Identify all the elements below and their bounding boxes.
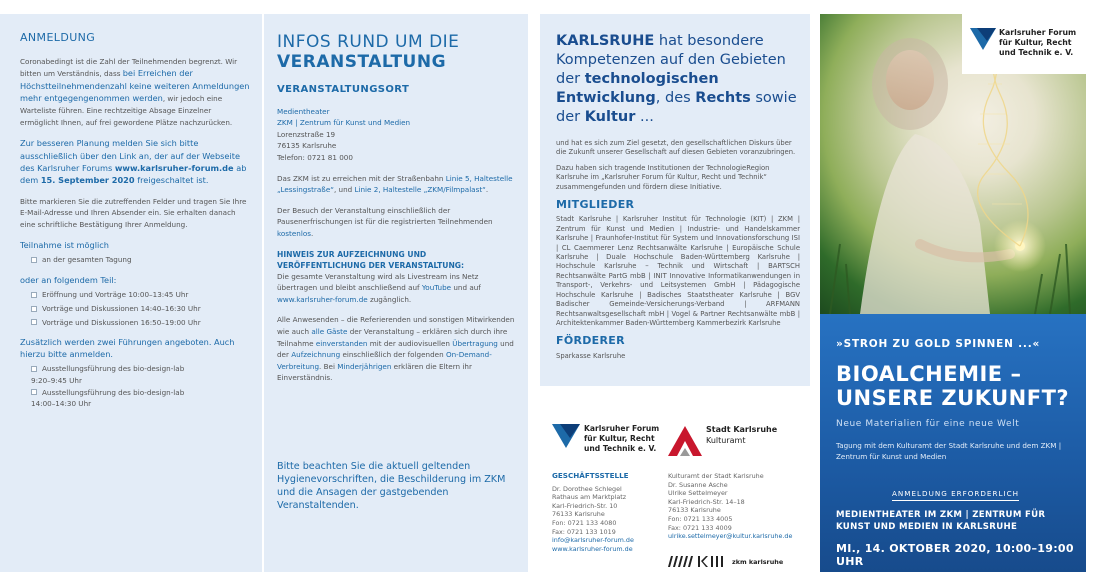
option-morning[interactable]: Eröffnung und Vorträge 10:00–13:45 Uhr (20, 289, 252, 301)
option-full-conference[interactable]: an der gesamten Tagung (20, 254, 252, 266)
registration-panel (0, 14, 262, 572)
cover-photo (820, 14, 1086, 314)
signup-link-text: Zur besseren Planung melden Sie sich bitte ausschließlich über den Link an, der auf der Webseite des Karlsruher Forums www.karlsruher-forum.de ab dem 15. September 2020 freigeschaltet ist. (20, 138, 247, 186)
event-subtitle: Neue Materialien für eine neue Welt (836, 419, 1020, 429)
checkbox[interactable] (31, 366, 37, 372)
info-title: INFOS RUND UM DIE VERANSTALTUNG (277, 32, 460, 72)
form-instructions: Bitte markieren Sie die zutreffenden Felder und tragen Sie Ihre E-Mail-Adresse und Ihren Absender ein. Sie erhalten danach eine schriftliche Bestätigung Ihrer Anmeldung. (20, 196, 247, 229)
intro-statement: KARLSRUHE hat besondere Kompetenzen auf den Gebieten der technologischen Entwicklung, des Rechts sowie der Kultur ... (556, 33, 797, 125)
kulturamt-logo: Stadt Karlsruhe Kulturamt (668, 424, 777, 456)
option-afternoon-2[interactable]: Vorträge und Diskussionen 16:50–19:00 Uhr (20, 317, 252, 329)
registration-title: ANMELDUNG (20, 31, 96, 44)
tours-title: Zusätzlich werden zwei Führungen angeboten. Auch hierzu bitte anmelden. (20, 337, 235, 359)
option-tour-1[interactable]: Ausstellungsführung des bio-design-lab (20, 363, 252, 375)
sponsor-heading: FÖRDERER (556, 334, 625, 348)
kulturamt-contact: Kulturamt der Stadt Karlsruhe Dr. Susanne Asche Ulrike Settelmeyer Karl-Friedrich-Str. 14–18 76133 Karlsruhe Fon: 0721 133 4005 Fax: 0721 133 4009 ulrike.settelmeyer@kultur.karlsruhe.de (668, 472, 808, 541)
event-date: MI., 14. OKTOBER 2020, 10:00–19:00 UHR (836, 542, 1074, 568)
cover-title-box (820, 314, 1086, 572)
venue-address: Medientheater ZKM | Zentrum für Kunst und Medien Lorenzstraße 19 76135 Karlsruhe Telefon: 0721 81 000 (277, 106, 411, 162)
transport-text: Das ZKM ist zu erreichen mit der Straßenbahn Linie 5, Haltestelle „Lessingstraße“, und Linie 2, Haltestelle „ZKM/Filmpalast“. (277, 173, 513, 195)
office-email-link[interactable]: info@karlsruher-forum.de (552, 536, 634, 545)
option-afternoon-1[interactable]: Vorträge und Diskussionen 14:40–16:30 Uhr (20, 303, 252, 315)
youtube-link[interactable]: YouTube (421, 283, 452, 293)
office-heading: GESCHÄFTSSTELLE (552, 471, 629, 480)
zkm-logo: zkm karlsruhe (668, 556, 783, 567)
event-title: BIOALCHEMIE – UNSERE ZUKUNFT? (836, 362, 1070, 410)
tour-1-time: 9:20–9:45 Uhr (31, 375, 82, 385)
goal-text: und hat es sich zum Ziel gesetzt, den gesellschaftlichen Diskurs über die Zukunft unserer Gesellschaft auf diesen Gebieten voranzubringen. (556, 139, 796, 157)
consent-text: Alle Anwesenden – die Referierenden und sonstigen Mitwirkenden wie auch alle Gäste der Veranstaltung – erklären sich durch ihre Teilnahme einverstanden mit der audiovisuellen Übertragung und der Aufzeichnung einschließlich der folgenden On-Demand-Verbreitung. Bei Minderjährigen erklären die Eltern ihr Einverständnis. (277, 315, 515, 383)
event-description: Tagung mit dem Kulturamt der Stadt Karlsruhe und dem ZKM | Zentrum für Kunst und Medien (836, 441, 1062, 461)
forum-logo-icon (970, 28, 996, 52)
event-venue: MEDIENTHEATER IM ZKM | ZENTRUM FÜR KUNST UND MEDIEN IN KARLSRUHE (836, 510, 1046, 532)
city-logo-icon (668, 424, 702, 456)
registration-required: ANMELDUNG ERFORDERLICH (892, 489, 1019, 501)
forum-link[interactable]: www.karlsruher-forum.de (277, 294, 368, 304)
contact-footer (540, 386, 810, 572)
participation-title: Teilnahme ist möglich (20, 239, 109, 250)
tagline: »STROH ZU GOLD SPINNEN ...« (836, 338, 1041, 350)
forum-logo-icon (552, 424, 580, 450)
checkbox[interactable] (31, 306, 37, 312)
cover-panel (820, 14, 1086, 572)
members-heading: MITGLIEDER (556, 198, 635, 212)
office-contact: GESCHÄFTSSTELLE Dr. Dorothee Schlegel Rathaus am Marktplatz Karl-Friedrich-Str. 10 76133 Karlsruhe Fon: 0721 133 4080 Fax: 0721 133 1019 info@karlsruher-forum.de www.karlsruher-forum.de (552, 472, 664, 553)
partial-title: oder an folgendem Teil: (20, 274, 117, 285)
kulturamt-email-link[interactable]: ulrike.settelmeyer@kultur.karlsruhe.de (668, 532, 793, 541)
forum-logo: Karlsruher Forum für Kultur, Recht und Technik e. V. (552, 424, 659, 454)
checkbox[interactable] (31, 257, 37, 263)
about-panel (540, 14, 810, 572)
forum-logo-cover: Karlsruher Forum für Kultur, Recht und Technik e. V. (962, 14, 1086, 74)
checkbox[interactable] (31, 389, 37, 395)
tour-2-time: 14:00–14:30 Uhr (31, 399, 92, 409)
initiative-text: Dazu haben sich tragende Institutionen der TechnologieRegion Karlsruhe im „Karlsruher Forum für Kultur, Recht und Technik“ zusammengefunden und fördern diese Initiative. (556, 163, 770, 191)
recording-text: Die gesamte Veranstaltung wird als Livestream ins Netz übertragen und bleibt anschließend auf YouTube und auf www.karlsruher-forum.de zugänglich. (277, 271, 481, 304)
info-panel (264, 14, 528, 572)
free-admission-text: Der Besuch der Veranstaltung einschließlich der Pausenerfrischungen ist für die registrierten Teilnehmenden kostenlos. (277, 205, 493, 238)
option-tour-2[interactable]: Ausstellungsführung des bio-design-lab (20, 387, 252, 399)
checkbox[interactable] (31, 319, 37, 325)
checkbox[interactable] (31, 292, 37, 298)
hygiene-notice: Bitte beachten Sie die aktuell geltenden Hygienevorschriften, die Beschilderung im ZKM und die Ansagen der gastgebenden Veranstaltenden. (277, 461, 506, 511)
office-web-link[interactable]: www.karlsruher-forum.de (552, 544, 633, 553)
sponsor-name: Sparkasse Karlsruhe (556, 351, 626, 360)
zkm-logo-icon (668, 556, 728, 567)
members-list: Stadt Karlsruhe | Karlsruher Institut für Technologie (KIT) | ZKM | Zentrum für Kunst und Medien | Industrie- und Handelskammer Karlsruhe | Fraunhofer-Institut für System und Innovationsforschung ISI | CL Caemmerer Lenz Rechtsanwälte Karlsruhe | Europäische Schule Karlsruhe | Duale Hochschule Baden-Württemberg Karlsruhe | Hochschule Karlsruhe – Technik und Wirtschaft | BARTSCH Rechtsanwälte PartG mbB | INIT Innovative Informatikanwendungen in Transport-, Verkehrs- und Leitsystemen GmbH | Pädagogische Hochschule Karlsruhe | Badisches Staatstheater Karlsruhe | BGV Badischer Gemeinde-Versicherungs-Verband | ARFMANN Rechtsanwaltsgesellschaft mbH | Vogel & Partner Rechtsanwälte mbB | Architektenkammer Baden-Württemberg Kammerbezirk Karlsruhe (556, 215, 800, 327)
website-link[interactable]: www.karlsruher-forum.de (114, 162, 234, 173)
venue-heading: VERANSTALTUNGSORT (277, 84, 410, 95)
capacity-text: Coronabedingt ist die Zahl der Teilnehmenden begrenzt. Wir bitten um Verständnis, dass bei Erreichen der Höchstteilnehmendenzahl keine weiteren Anmeldungen mehr entgegengenommen werden, wir jedoch eine Warteliste führen. Eine rechtzeitige Absage Einzelner ermöglicht Ihnen, auf frei gewordene Plätze nachzurücken. (20, 56, 250, 127)
recording-heading: HINWEIS ZUR AUFZEICHNUNG UND VERÖFFENTLICHUNG DER VERANSTALTUNG: (277, 249, 465, 270)
